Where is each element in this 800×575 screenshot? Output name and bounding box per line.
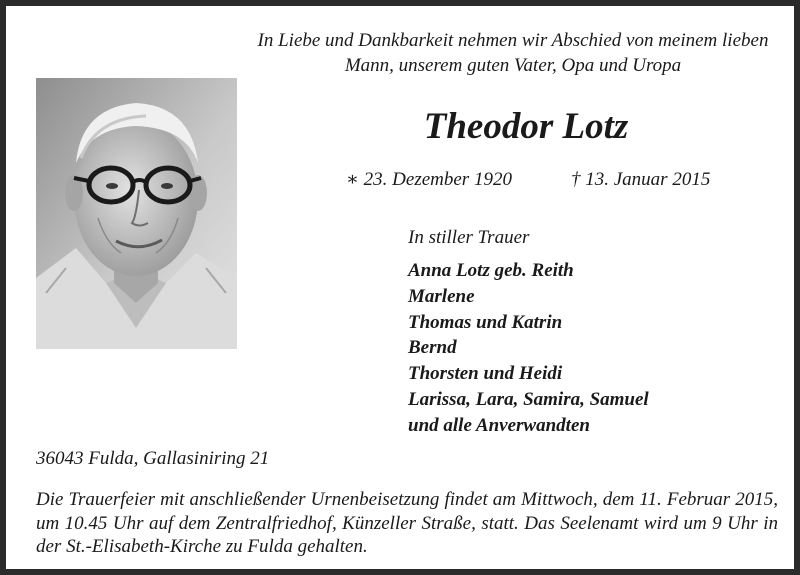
mourner-name: Marlene [408, 285, 475, 307]
mourner-name: und alle Anverwandten [408, 414, 590, 436]
birth-date: ∗ 23. Dezember 1920 [346, 169, 512, 190]
mourner-name: Thorsten und Heidi [408, 363, 563, 385]
family-address: 36043 Fulda, Gallasiniring 21 [36, 448, 270, 469]
portrait-photo [36, 78, 237, 349]
mourner-name: Larissa, Lara, Samira, Samuel [408, 388, 649, 410]
mourning-label: In stiller Trauer [408, 227, 530, 248]
mourner-name: Bernd [408, 337, 457, 359]
mourner-name: Anna Lotz geb. Reith [408, 260, 574, 281]
funeral-notice: Die Trauerfeier mit anschließender Urnenbeisetzung findet am Mittwoch, dem 11. Februar 2015, um 10.45 Uhr auf dem Zentralfriedhof, Künzeller Straße, statt. Das Seelenamt wird um 9 Uhr in der St.-Elisabeth-Kirche zu Fulda gehalten. [36, 489, 778, 557]
intro-text: In Liebe und Dankbarkeit nehmen wir Abschied von meinem lieben Mann, unserem guten Vater, Opa und Uropa [257, 30, 769, 76]
mourners-list [408, 258, 649, 439]
death-date: † 13. Januar 2015 [571, 169, 711, 190]
mourner-name: Thomas und Katrin [408, 311, 563, 333]
deceased-name: Theodor Lotz [423, 106, 629, 147]
